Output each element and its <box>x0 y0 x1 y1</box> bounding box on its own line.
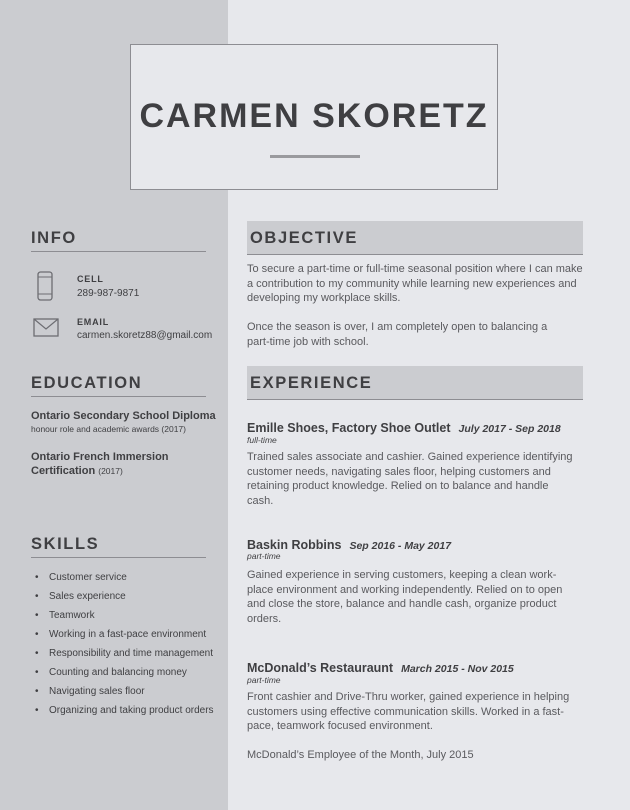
experience-heading: EXPERIENCE <box>247 366 583 400</box>
education-year: (2017) <box>98 466 123 476</box>
job-title <box>247 421 561 435</box>
skill-item: • Navigating sales floor <box>35 686 145 697</box>
objective-paragraph: Once the season is over, I am completely open to balancing a part-time job with school. <box>247 321 548 348</box>
skills-heading: SKILLS <box>31 535 206 558</box>
skill-item: • Counting and balancing money <box>35 667 187 678</box>
job-type: part-time <box>247 675 281 685</box>
objective-paragraph: To secure a part-time or full-time seasonal position where I can make a contribution to my community while learning new experiences and developing my workplace skills. <box>247 263 583 304</box>
skill-item: • Working in a fast-pace environment <box>35 629 207 640</box>
job-company: Baskin Robbins <box>247 538 342 552</box>
objective-heading: OBJECTIVE <box>247 221 583 255</box>
skill-item: • Customer service <box>35 572 127 583</box>
job-company: Emille Shoes, Factory Shoe Outlet <box>247 421 451 435</box>
job-description: Trained sales associate and cashier. Gained experience identifying customer needs, navigating sales floor, helping customers and retaining product knowledge. Relied on to balance and handle cash. <box>247 451 573 507</box>
skill-item: • Teamwork <box>35 610 95 621</box>
skills-list <box>31 571 214 723</box>
job-dates: July 2017 - Sep 2018 <box>458 423 561 435</box>
job-description: Gained experience in serving customers, keeping a clean work-place environment and working independently. Relied on to open and close the store, balance and handle cash, organize product orders. <box>247 569 563 625</box>
education-title-line2: Certification <box>31 465 96 477</box>
education-item-title: Ontario Secondary School Diploma <box>31 410 216 422</box>
job-description: Front cashier and Drive-Thru worker, gained experience in helping customers using effective communication skills. Worked in a fast-pace, teamwork focused environment. <box>247 691 570 732</box>
job-type: full-time <box>247 435 277 445</box>
education-title-line1: Ontario French Immersion <box>31 451 169 463</box>
skill-item: • Responsibility and time management <box>35 648 213 659</box>
info-heading: INFO <box>31 229 206 252</box>
skill-item: • Sales experience <box>35 591 126 602</box>
cell-label: CELL <box>77 274 104 284</box>
job-company: McDonald’s Restauraunt <box>247 661 394 675</box>
education-item-title <box>31 450 169 478</box>
name-box <box>130 44 498 190</box>
job-note: McDonald’s Employee of the Month, July 2015 <box>247 749 474 761</box>
job-dates: March 2015 - Nov 2015 <box>401 663 514 675</box>
email-value: carmen.skoretz88@gmail.com <box>77 330 213 341</box>
candidate-name: CARMEN SKORETZ <box>139 97 489 135</box>
name-underline <box>270 155 360 158</box>
job-title <box>247 538 451 552</box>
job-type: part-time <box>247 551 281 561</box>
job-title <box>247 661 514 675</box>
education-heading: EDUCATION <box>31 374 206 397</box>
email-label: EMAIL <box>77 317 109 327</box>
job-dates: Sep 2016 - May 2017 <box>349 540 452 552</box>
education-item-sub: honour role and academic awards (2017) <box>31 424 186 434</box>
phone-icon <box>37 271 53 301</box>
cell-value: 289-987-9871 <box>77 288 140 299</box>
skill-item: • Organizing and taking product orders <box>35 705 214 716</box>
envelope-icon <box>33 318 59 337</box>
